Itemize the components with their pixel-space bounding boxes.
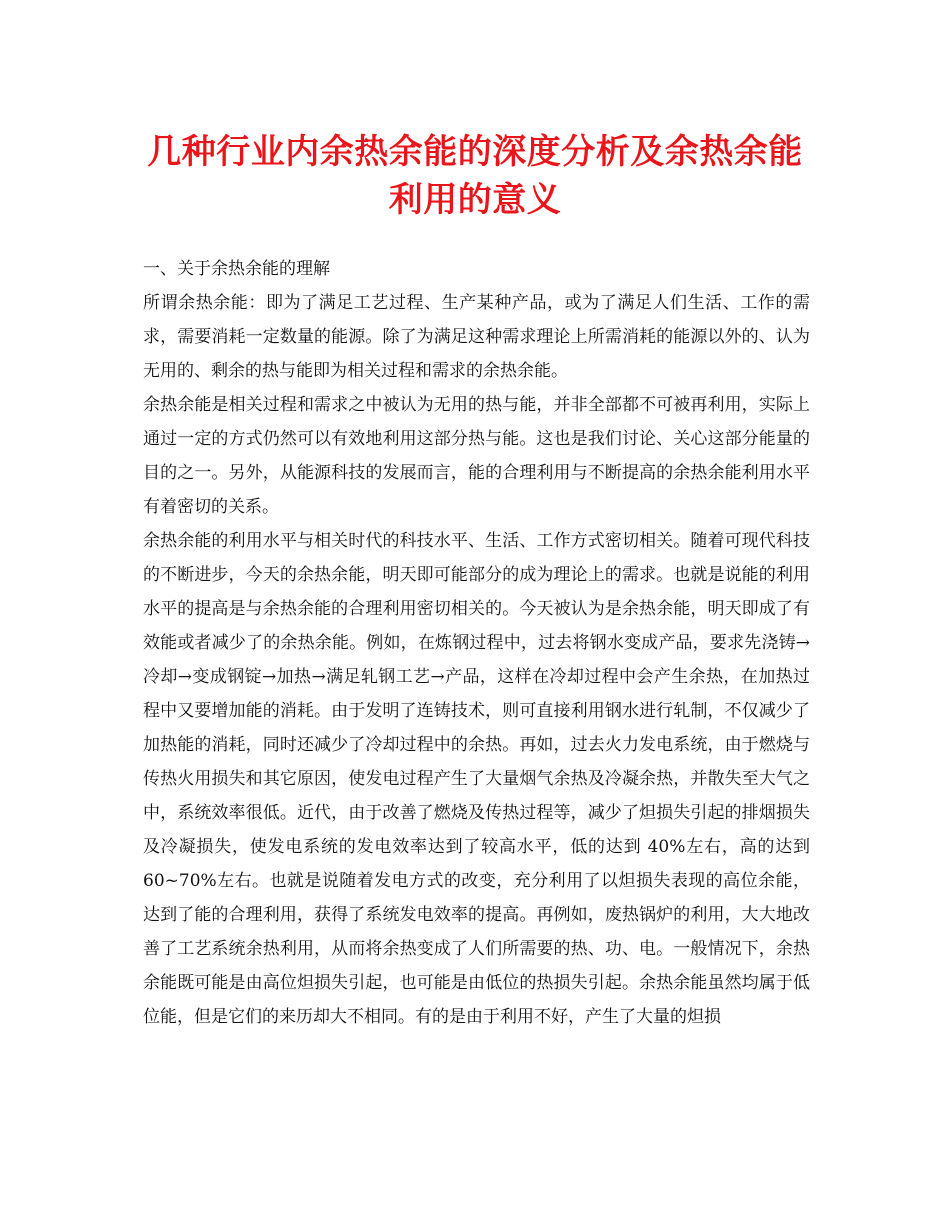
document-body: [143, 252, 810, 1034]
section-heading: 一、关于余热余能的理解: [143, 259, 330, 279]
title-line-2: 利用的意义: [388, 180, 562, 220]
document-title: [120, 128, 830, 224]
paragraph-reuse: 余热余能是相关过程和需求之中被认为无用的热与能，并非全部都不可被再利用，实际上通过一定的方式仍然可以有效地利用这部分热与能。这也是我们讨论、关心这部分能量的目的之一。另外，从能源科技的发展而言，能的合理利用与不断提高的余热余能利用水平有着密切的关系。: [143, 395, 810, 517]
paragraph-technology: 余热余能的利用水平与相关时代的科技水平、生活、工作方式密切相关。随着可现代科技的不断进步，今天的余热余能，明天即可能部分的成为理论上的需求。也就是说能的利用水平的提高是与余热余能的合理利用密切相关的。今天被认为是余热余能，明天即成了有效能或者减少了的余热余能。例如，在炼钢过程中，过去将钢水变成产品，要求先浇铸→冷却→变成钢锭→加热→满足轧钢工艺→产品，这样在冷却过程中会产生余热，在加热过程中又要增加能的消耗。由于发明了连铸技术，则可直接利用钢水进行轧制，不仅减少了加热能的消耗，同时还减少了冷却过程中的余热。再如，过去火力发电系统，由于燃烧与传热火用损失和其它原因，使发电过程产生了大量烟气余热及冷凝余热，并散失至大气之中，系统效率很低。近代，由于改善了燃烧及传热过程等，减少了炟损失引起的排烟损失及冷凝损失，使发电系统的发电效率达到了较高水平，低的达到 40%左右，高的达到 60~70%左右。也就是说随着发电方式的改变，充分利用了以炟损失表现的高位余能，达到了能的合理利用，获得了系统发电效率的提高。再例如，废热锅炉的利用，大大地改善了工艺系统余热利用，从而将余热变成了人们所需要的热、功、电。一般情况下，余热余能既可能是由高位炟损失引起，也可能是由低位的热损失引起。余热余能虽然均属于低位能，但是它们的来历却大不相同。有的是由于利用不好，产生了大量的炟损: [143, 531, 810, 1027]
title-line-1: 几种行业内余热余能的深度分析及余热余能: [147, 132, 803, 172]
paragraph-definition: 所谓余热余能：即为了满足工艺过程、生产某种产品，或为了满足人们生活、工作的需求，需要消耗一定数量的能源。除了为满足这种需求理论上所需消耗的能源以外的、认为无用的、剩余的热与能即为相关过程和需求的余热余能。: [143, 293, 810, 381]
